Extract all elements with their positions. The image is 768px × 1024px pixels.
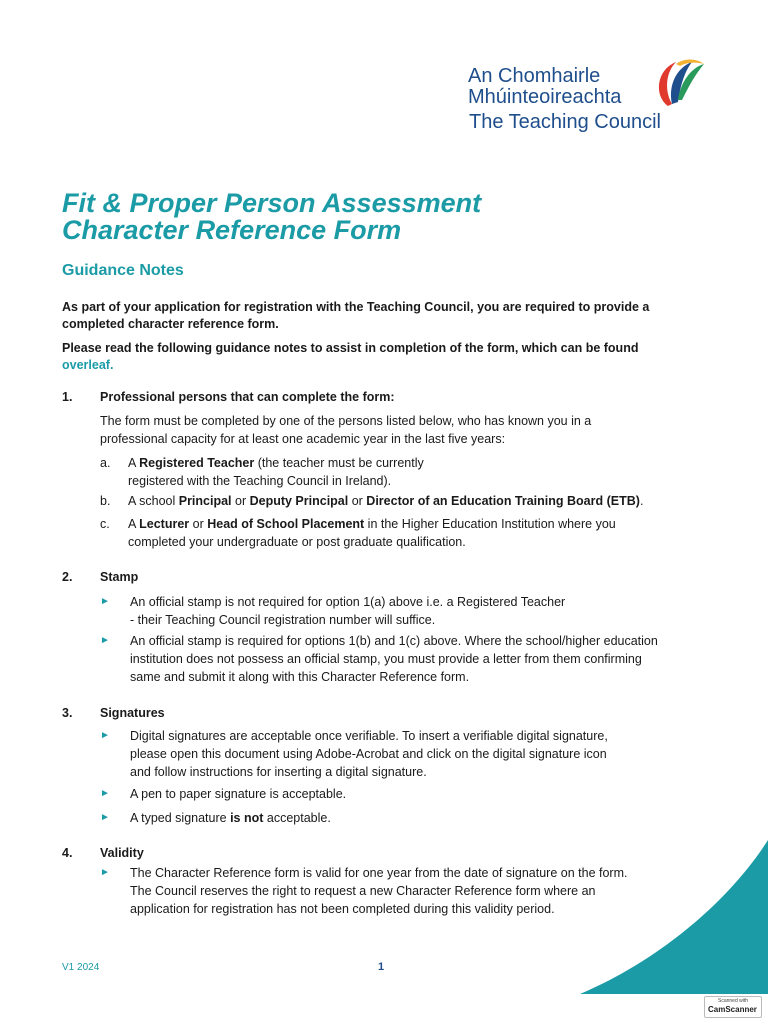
bullet-arrow-icon: ►: [100, 596, 110, 607]
section-2-number: 2.: [62, 570, 73, 584]
camscanner-badge: [704, 996, 762, 1018]
item-a-registered-teacher: Registered Teacher: [139, 456, 255, 470]
section-1-number: 1.: [62, 390, 73, 404]
scanner-caption: Scanned with: [717, 998, 749, 1004]
title-line-1: Fit & Proper Person Assessment: [62, 188, 482, 218]
item-b-text: [128, 493, 680, 511]
overleaf-link[interactable]: overleaf.: [62, 358, 114, 372]
bullet-arrow-icon: ►: [100, 730, 110, 741]
page-number: 1: [378, 961, 385, 973]
section-2-heading: Stamp: [100, 570, 139, 584]
scanner-brand: CamScanner: [708, 1005, 757, 1014]
document-title: [62, 190, 481, 244]
item-b-part-3: or: [231, 494, 250, 508]
item-c-part-3: or: [189, 517, 208, 531]
bullet-arrow-icon: ►: [100, 867, 110, 878]
section-3-heading: Signatures: [100, 706, 165, 720]
item-b-letter: b.: [100, 494, 111, 508]
intro-paragraph-2-text: Please read the following guidance notes to assist in completion of the form, which can be found: [62, 341, 639, 355]
bullet-3-part-1: A typed signature: [130, 811, 231, 825]
section-3-bullet-3-text: [130, 809, 660, 827]
section-4-bullet-1: [100, 864, 640, 918]
section-3-number: 3.: [62, 706, 73, 720]
intro-paragraph-1: As part of your application for registration with the Teaching Council, you are required to provide a completed character reference form.: [62, 300, 650, 331]
section-1-body: The form must be completed by one of the persons listed below, who has known you in a professional capacity for at least one academic year in the last five years:: [100, 414, 592, 446]
bullet-3-is-not: is not: [230, 811, 264, 825]
section-4-bullet-1-text: The Character Reference form is valid for one year from the date of signature on the form. The Council reserves the right to request a new Character Reference form where an application for registration has not been completed during this validity period.: [130, 866, 628, 916]
section-1-heading: Professional persons that can complete the form:: [100, 390, 395, 404]
teaching-council-logo: [468, 56, 708, 136]
item-c-head-of-school-placement: Head of School Placement: [207, 517, 365, 531]
intro-paragraph-2: [62, 340, 682, 374]
item-c-lecturer: Lecturer: [139, 517, 190, 531]
bullet-arrow-icon: ►: [100, 812, 110, 823]
bullet-3-part-3: acceptable.: [263, 811, 331, 825]
section-1-item-c: [100, 516, 670, 551]
section-3-bullet-3: [100, 809, 660, 827]
item-c-part-1: A: [128, 517, 140, 531]
logo-line-irish-2: Mhúinteoireachta: [468, 86, 622, 108]
item-b-part-7: .: [639, 494, 644, 508]
item-b-principal: Principal: [178, 494, 232, 508]
section-3-bullet-1-text: Digital signatures are acceptable once verifiable. To insert a verifiable digital signature, please open this document using Adobe-Acrobat and click on the digital signature icon and follow instructions for inserting a digital signature.: [130, 729, 608, 779]
item-b-deputy-principal: Deputy Principal: [249, 494, 349, 508]
section-3-bullet-1: [100, 727, 610, 781]
item-b-part-1: A school: [128, 494, 179, 508]
item-a-text: [128, 455, 460, 490]
guidance-notes-heading: Guidance Notes: [62, 262, 184, 279]
bullet-arrow-icon: ►: [100, 635, 110, 646]
item-b-part-5: or: [348, 494, 367, 508]
item-a-part-3: (the teacher must be currently registered with the Teaching Council in Ireland).: [128, 456, 424, 488]
section-4-heading: Validity: [100, 846, 144, 860]
logo-line-english: The Teaching Council: [469, 111, 661, 133]
section-4-number: 4.: [62, 846, 73, 860]
section-2-bullet-1: [100, 593, 570, 629]
section-2-bullet-2: [100, 632, 660, 686]
item-c-text: [128, 516, 670, 551]
section-2-bullet-1-text: An official stamp is not required for option 1(a) above i.e. a Registered Teacher - their Teaching Council registration number will suffice.: [130, 595, 566, 627]
version-label: V1 2024: [62, 962, 100, 973]
bullet-arrow-icon: ►: [100, 788, 110, 799]
item-a-letter: a.: [100, 456, 111, 470]
item-c-part-5: in the Higher Education Institution where you completed your undergraduate or post graduate qualification.: [128, 517, 616, 549]
item-c-letter: c.: [100, 517, 110, 531]
logo-line-irish-1: An Chomhairle: [468, 65, 601, 87]
logo-swirl-icon: [650, 56, 706, 112]
section-1-item-a: [100, 455, 460, 490]
section-3-bullet-2: [100, 785, 660, 803]
section-2-bullet-2-text: An official stamp is required for options 1(b) and 1(c) above. Where the school/higher education institution does not possess an official stamp, you must provide a letter from them confirming same and submit it along with this Character Reference form.: [130, 634, 658, 684]
section-1-item-b: [100, 493, 680, 511]
item-a-part-1: A: [128, 456, 140, 470]
item-b-etb-director: Director of an Education Training Board (ETB): [366, 494, 640, 508]
section-3-bullet-2-text: A pen to paper signature is acceptable.: [130, 787, 347, 801]
title-line-2: Character Reference Form: [62, 215, 402, 245]
